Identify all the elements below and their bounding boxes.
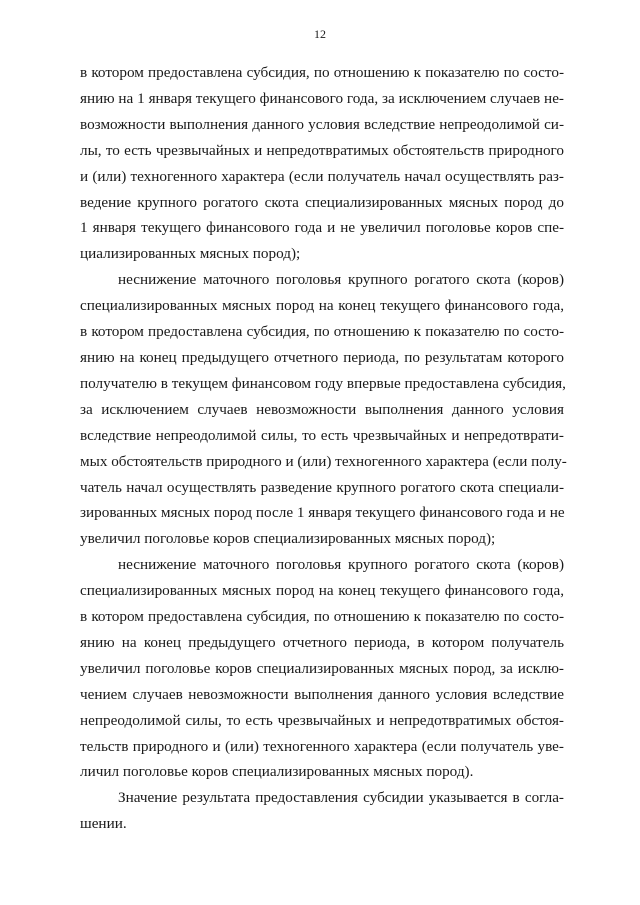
text-line: неснижение маточного поголовья крупного рогатого скота (коров) [118, 556, 564, 574]
paragraph-result-value [80, 785, 564, 837]
text-line: получателю в текущем финансовом году впервые предоставлена субсидия, [80, 374, 566, 392]
text-line: неснижение маточного поголовья крупного рогатого скота (коров) [118, 271, 564, 289]
text-line: увеличил поголовье коров специализированных мясных пород); [80, 530, 496, 548]
paragraph-continuation [80, 60, 564, 267]
text-line: тельств природного и (или) техногенного характера (если получатель уве- [80, 737, 564, 755]
text-line: и (или) техногенного характера (если получатель начал осуществлять раз- [80, 167, 564, 185]
text-line: в котором предоставлена субсидия, по отношению к показателю по состо- [80, 608, 564, 626]
text-line: Значение результата предоставления субсидии указывается в согла- [118, 789, 564, 807]
text-line: увеличил поголовье коров специализированных мясных пород, за исклю- [80, 659, 564, 677]
document-body [80, 60, 567, 837]
text-line: чением случаев невозможности выполнения данного условия вследствие [80, 685, 564, 703]
text-line: специализированных мясных пород на конец текущего финансового года, [80, 582, 564, 600]
text-line: янию на конец предыдущего отчетного периода, по результатам которого [80, 348, 564, 366]
text-line: ведение крупного рогатого скота специализированных мясных пород до [80, 193, 564, 211]
text-line: янию на 1 января текущего финансового года, за исключением случаев не- [80, 89, 564, 107]
text-line: возможности выполнения данного условия вследствие непреодолимой си- [80, 115, 564, 133]
text-line: в котором предоставлена субсидия, по отношению к показателю по состо- [80, 64, 564, 81]
text-line: в котором предоставлена субсидия, по отношению к показателю по состо- [80, 323, 564, 341]
paragraph-condition-increased-herd [80, 552, 564, 785]
text-line: за исключением случаев невозможности выполнения данного условия [80, 400, 564, 418]
text-line: чатель начал осуществлять разведение крупного рогатого скота специали- [80, 478, 564, 496]
text-line: 1 января текущего финансового года и не увеличил поголовье коров спе- [80, 219, 564, 237]
text-line: непреодолимой силы, то есть чрезвычайных и непредотвратимых обстоя- [80, 711, 564, 729]
text-line: вследствие непреодолимой силы, то есть чрезвычайных и непредотврати- [80, 426, 564, 444]
text-line: шении. [80, 815, 127, 833]
text-line: циализированных мясных пород); [80, 245, 301, 263]
paragraph-condition-new-recipient [80, 267, 567, 552]
text-line: мых обстоятельств природного и (или) техногенного характера (если полу- [80, 452, 567, 470]
text-line: зированных мясных пород после 1 января текущего финансового года и не [80, 504, 565, 522]
text-line: лы, то есть чрезвычайных и непредотвратимых обстоятельств природного [80, 141, 564, 159]
text-line: специализированных мясных пород на конец текущего финансового года, [80, 297, 564, 315]
page-number: 12 [314, 27, 326, 41]
text-line: личил поголовье коров специализированных мясных пород). [80, 763, 474, 781]
text-line: янию на конец предыдущего отчетного периода, в котором получатель [80, 633, 564, 651]
